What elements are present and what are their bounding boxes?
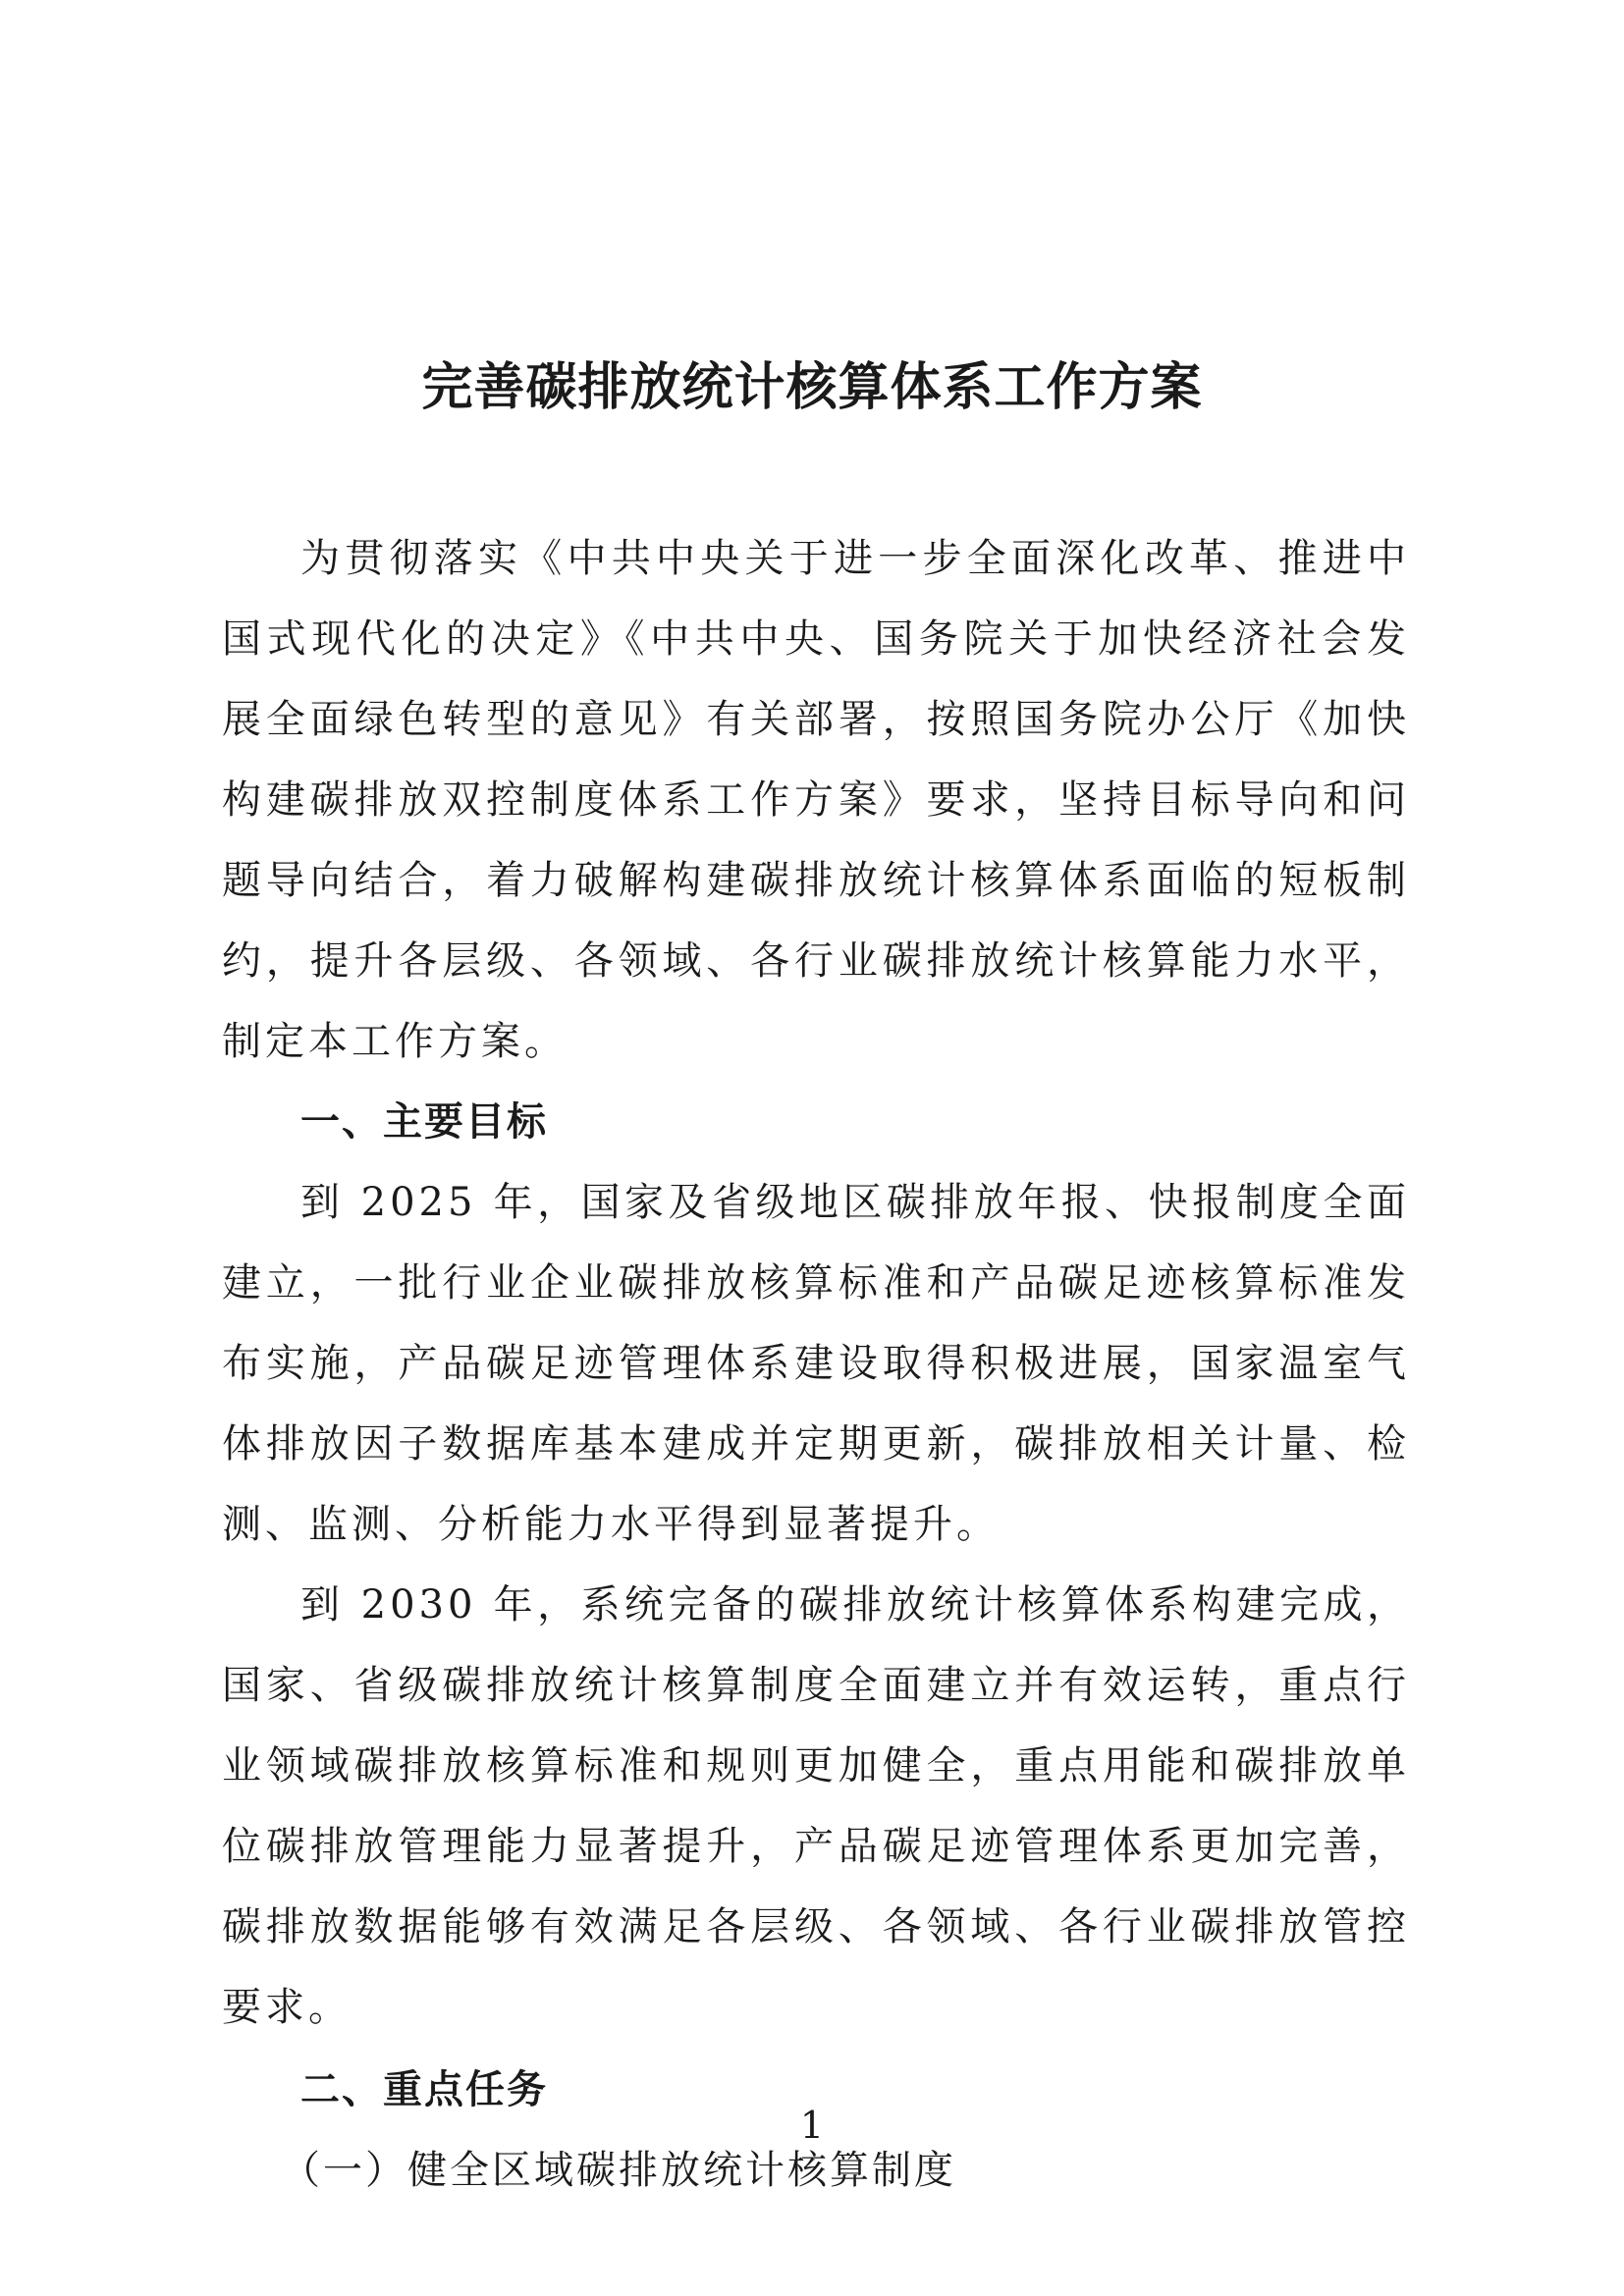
section-heading-main-goals: 一、主要目标 <box>300 1099 548 1145</box>
goal-2025-paragraph: 到 2025 年，国家及省级地区碳排放年报、快报制度全面建立，一批行业企业碳排放核算标准和产品碳足迹核算标准发布实施，产品碳足迹管理体系建设取得积极进展，国家温室气体排放因子数据库基本建成并定期更新，碳排放相关计量、检测、监测、分析能力水平得到显著提升。 <box>222 1180 1410 1547</box>
document-title: 完善碳排放统计核算体系工作方案 <box>421 357 1203 417</box>
subsection-heading-regional: （一）健全区域碳排放统计核算制度 <box>281 2148 956 2193</box>
document-body <box>222 518 1410 2211</box>
section-heading-key-tasks: 二、重点任务 <box>300 2067 548 2112</box>
page-number: 1 <box>799 2104 825 2147</box>
goal-2030-paragraph: 到 2030 年，系统完备的碳排放统计核算体系构建完成，国家、省级碳排放统计核算制度全面建立并有效运转，重点行业领域碳排放核算标准和规则更加健全，重点用能和碳排放单位碳排放管理能力显著提升，产品碳足迹管理体系更加完善，碳排放数据能够有效满足各层级、各领域、各行业碳排放管控要求。 <box>222 1582 1410 2030</box>
intro-paragraph: 为贯彻落实《中共中央关于进一步全面深化改革、推进中国式现代化的决定》《中共中央、国务院关于加快经济社会发展全面绿色转型的意见》有关部署，按照国务院办公厅《加快构建碳排放双控制度体系工作方案》要求，坚持目标导向和问题导向结合，着力破解构建碳排放统计核算体系面临的短板制约，提升各层级、各领域、各行业碳排放统计核算能力水平，制定本工作方案。 <box>222 536 1410 1064</box>
